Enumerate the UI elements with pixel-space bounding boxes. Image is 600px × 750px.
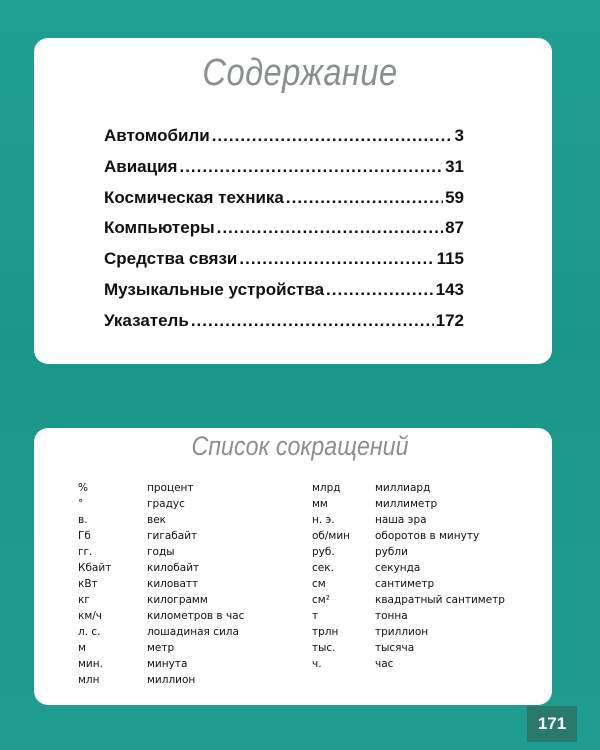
abbreviation-row — [312, 640, 532, 656]
abbreviation-meaning: годы — [147, 546, 175, 558]
abbreviation-row — [312, 544, 532, 560]
abbreviations-right-column — [312, 480, 532, 672]
abbreviation: млрд — [312, 482, 341, 494]
abbreviation: мм — [312, 498, 328, 510]
contents-entry-label: Автомобили — [104, 126, 210, 145]
abbreviation-meaning: наша эра — [375, 514, 427, 526]
abbreviation-row — [312, 608, 532, 624]
abbreviations-left-column — [78, 480, 288, 688]
abbreviation-row — [78, 512, 288, 528]
contents-entry-label: Авиация — [104, 156, 178, 176]
abbreviation: тыс. — [312, 642, 336, 654]
abbreviation-meaning: рубли — [375, 546, 408, 558]
abbreviation-row — [78, 624, 288, 640]
abbreviation: Кбайт — [78, 562, 112, 574]
abbreviation: гг. — [78, 546, 93, 558]
abbreviation: мин. — [78, 658, 103, 670]
abbreviation: км/ч — [78, 610, 103, 622]
abbreviation-row — [312, 528, 532, 544]
contents-entry[interactable] — [104, 311, 464, 342]
abbreviation-row — [312, 576, 532, 592]
abbreviation-meaning: квадратный сантиметр — [375, 594, 505, 606]
abbreviation-row — [312, 512, 532, 528]
abbreviation-meaning: метр — [147, 642, 175, 654]
abbreviation-row — [312, 496, 532, 512]
dot-leader — [326, 280, 434, 300]
dot-leader — [239, 249, 434, 269]
abbreviation-meaning: тонна — [375, 610, 408, 622]
dot-leader — [217, 218, 443, 238]
abbreviation: т — [312, 610, 319, 622]
dot-leader — [286, 188, 443, 208]
abbreviation-meaning: километров в час — [147, 610, 245, 622]
abbreviation-meaning: лошадиная сила — [147, 626, 239, 638]
contents-entry-page: 3 — [454, 126, 464, 145]
contents-entry-label: Музыкальные устройства — [104, 279, 325, 299]
abbreviation-row — [78, 672, 288, 688]
contents-entry[interactable] — [104, 126, 464, 157]
contents-entry-label: Средства связи — [104, 249, 238, 269]
contents-entry-page: 172 — [435, 310, 464, 330]
contents-entry[interactable] — [104, 249, 464, 280]
abbreviation: ч. — [312, 658, 322, 670]
dot-leader — [212, 126, 453, 146]
abbreviation-meaning: градус — [147, 498, 185, 510]
abbreviation-meaning: триллион — [375, 626, 429, 638]
contents-entry[interactable] — [104, 188, 464, 219]
abbreviation: кг — [78, 594, 90, 606]
abbreviation-meaning: тысяча — [375, 642, 415, 654]
abbreviation: трлн — [312, 626, 339, 638]
contents-entry-page: 115 — [436, 249, 464, 269]
abbreviation-meaning: миллиметр — [375, 498, 438, 510]
abbreviation-meaning: процент — [147, 482, 194, 494]
abbreviation-row — [78, 544, 288, 560]
abbreviation-row — [78, 608, 288, 624]
contents-title: Содержание — [202, 52, 398, 94]
contents-entry-page: 59 — [445, 187, 464, 207]
dot-leader — [191, 311, 434, 331]
abbreviation-meaning: гигабайт — [147, 530, 198, 542]
abbreviation-meaning: век — [147, 514, 166, 526]
abbreviation: в. — [78, 514, 88, 526]
abbreviation-row — [78, 640, 288, 656]
contents-entry[interactable] — [104, 218, 464, 249]
abbreviation: руб. — [312, 546, 335, 558]
abbreviation: см — [312, 578, 326, 590]
contents-entry-page: 31 — [445, 156, 464, 176]
contents-list — [104, 126, 464, 342]
abbreviation-row — [78, 480, 288, 496]
abbreviation-meaning: оборотов в минуту — [375, 530, 480, 542]
abbreviation-meaning: килобайт — [147, 562, 200, 574]
abbreviation-row — [78, 528, 288, 544]
abbreviation-row — [78, 560, 288, 576]
abbreviation: млн — [78, 674, 100, 686]
abbreviation-meaning: миллион — [147, 674, 196, 686]
abbreviation: Гб — [78, 530, 91, 542]
abbreviation-row — [78, 496, 288, 512]
contents-entry-page: 87 — [445, 218, 464, 238]
abbreviation: ° — [78, 498, 84, 510]
abbreviation-row — [78, 576, 288, 592]
abbreviation: м — [78, 642, 86, 654]
abbreviation: см² — [312, 594, 330, 606]
abbreviation: % — [78, 482, 88, 494]
abbreviation-row — [312, 656, 532, 672]
contents-entry[interactable] — [104, 157, 464, 188]
abbreviation-row — [78, 592, 288, 608]
abbreviation: сек. — [312, 562, 334, 574]
abbreviation-row — [312, 592, 532, 608]
page-number: 171 — [527, 706, 577, 742]
abbreviation-row — [312, 480, 532, 496]
abbreviations-title: Список сокращений — [191, 431, 409, 461]
abbreviation-meaning: сантиметр — [375, 578, 435, 590]
abbreviation-meaning: киловатт — [147, 578, 199, 590]
abbreviation-row — [78, 656, 288, 672]
abbreviation-meaning: килограмм — [147, 594, 208, 606]
abbreviation-row — [312, 560, 532, 576]
abbreviation-meaning: час — [375, 658, 394, 670]
contents-entry-page: 143 — [435, 279, 464, 299]
abbreviation-meaning: миллиард — [375, 482, 431, 494]
contents-entry-label: Компьютеры — [104, 218, 215, 238]
dot-leader — [179, 157, 443, 177]
abbreviation-meaning: минута — [147, 658, 188, 670]
contents-entry-label: Космическая техника — [104, 187, 284, 207]
contents-entry[interactable] — [104, 280, 464, 311]
abbreviation: об/мин — [312, 530, 351, 542]
abbreviation-meaning: секунда — [375, 562, 421, 574]
contents-entry-label: Указатель — [104, 310, 189, 330]
abbreviation: н. э. — [312, 514, 335, 526]
abbreviation: кВт — [78, 578, 98, 590]
abbreviation: л. с. — [78, 626, 101, 638]
abbreviation-row — [312, 624, 532, 640]
